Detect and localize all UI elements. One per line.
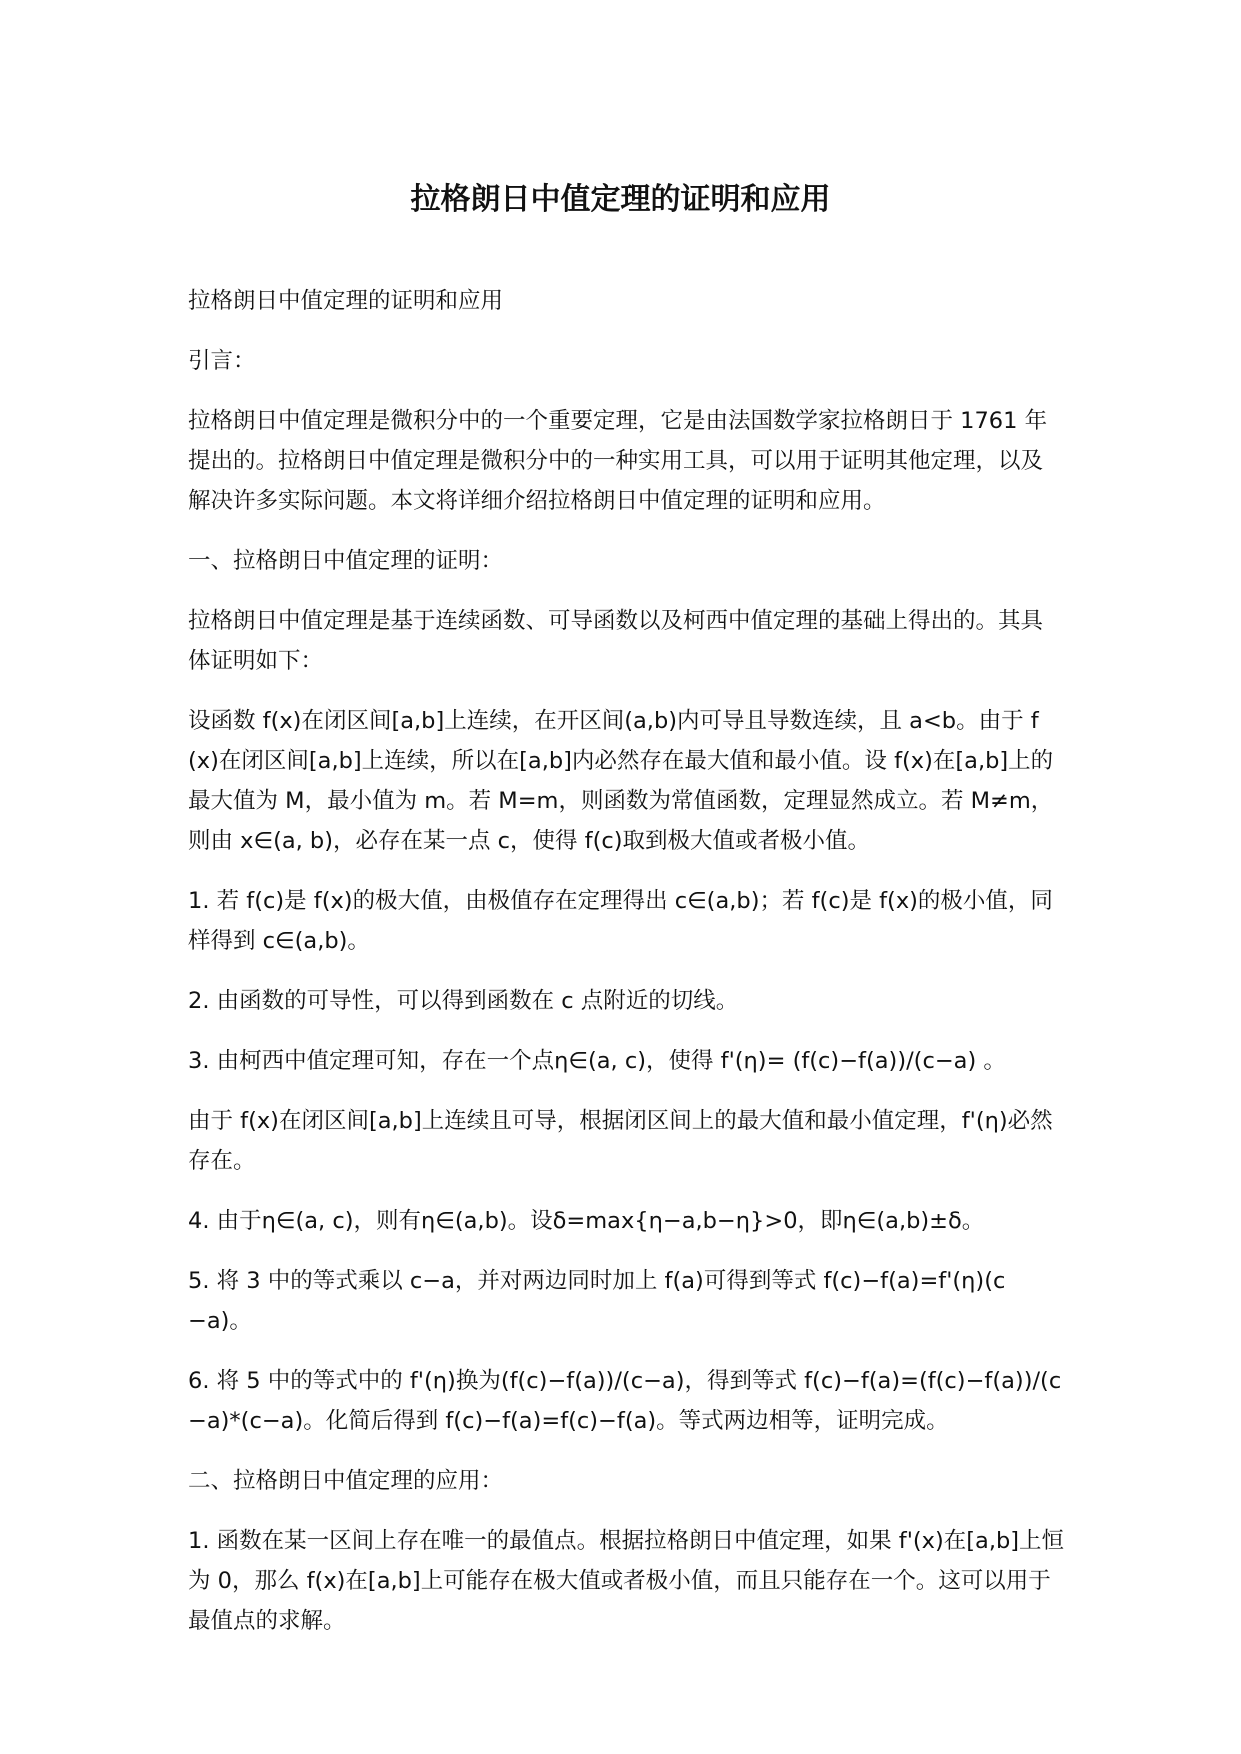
document-title: 拉格朗日中值定理的证明和应用 bbox=[410, 182, 831, 217]
subtitle-paragraph: 拉格朗日中值定理的证明和应用 bbox=[188, 288, 504, 314]
intro-paragraph: 拉格朗日中值定理是微积分中的一个重要定理，它是由法国数学家拉格朗日于 1761 年提出的。拉格朗日中值定理是微积分中的一种实用工具，可以用于证明其他定理，以及解决许多实际问题。本文将详细介绍拉格朗日中值定理的证明和应用。 bbox=[188, 408, 1048, 514]
proof-step-5: 5. 将 3 中的等式乘以 c−a，并对两边同时加上 f(a)可得到等式 f(c)−f(a)=f'(η)(c−a)。 bbox=[188, 1268, 1006, 1334]
proof-step-4: 4. 由于η∈(a, c)，则有η∈(a,b)。设δ=max{η−a,b−η}>0，即η∈(a,b)±δ。 bbox=[188, 1208, 985, 1234]
proof-step-6: 6. 将 5 中的等式中的 f'(η)换为(f(c)−f(a))/(c−a)，得到等式 f(c)−f(a)=(f(c)−f(a))/(c−a)*(c−a)。化简后得到 f(c)−f(a)=f(c)−f(a)。等式两边相等，证明完成。 bbox=[188, 1368, 1062, 1434]
section-heading-applications: 二、拉格朗日中值定理的应用： bbox=[188, 1468, 504, 1494]
document-body bbox=[188, 281, 1065, 1661]
proof-step-1: 1. 若 f(c)是 f(x)的极大值，由极值存在定理得出 c∈(a,b)；若 f(c)是 f(x)的极小值，同样得到 c∈(a,b)。 bbox=[188, 888, 1053, 954]
section-heading-proof: 一、拉格朗日中值定理的证明： bbox=[188, 548, 504, 574]
proof-step-3-note: 由于 f(x)在闭区间[a,b]上连续且可导，根据闭区间上的最大值和最小值定理，f'(η)必然存在。 bbox=[188, 1108, 1053, 1174]
proof-step-3: 3. 由柯西中值定理可知，存在一个点η∈(a, c)，使得 f'(η)= (f(c)−f(a))/(c−a) 。 bbox=[188, 1048, 1006, 1074]
proof-step-2: 2. 由函数的可导性，可以得到函数在 c 点附近的切线。 bbox=[188, 988, 739, 1014]
proof-setup-paragraph: 设函数 f(x)在闭区间[a,b]上连续，在开区间(a,b)内可导且导数连续，且 a<b。由于 f(x)在闭区间[a,b]上连续，所以在[a,b]内必然存在最大值和最小值。设 f(x)在[a,b]上的最大值为 M，最小值为 m。若 M=m，则函数为常值函数，定理显然成立。若 M≠m，则由 x∈(a, b)，必存在某一点 c，使得 f(c)取到极大值或者极小值。 bbox=[188, 708, 1054, 854]
application-1: 1. 函数在某一区间上存在唯一的最值点。根据拉格朗日中值定理，如果 f'(x)在[a,b]上恒为 0，那么 f(x)在[a,b]上可能存在极大值或者极小值，而且只能存在一个。这可以用于最值点的求解。 bbox=[188, 1528, 1065, 1634]
proof-basis-paragraph: 拉格朗日中值定理是基于连续函数、可导函数以及柯西中值定理的基础上得出的。其具体证明如下： bbox=[188, 608, 1044, 674]
intro-heading: 引言： bbox=[188, 348, 256, 374]
